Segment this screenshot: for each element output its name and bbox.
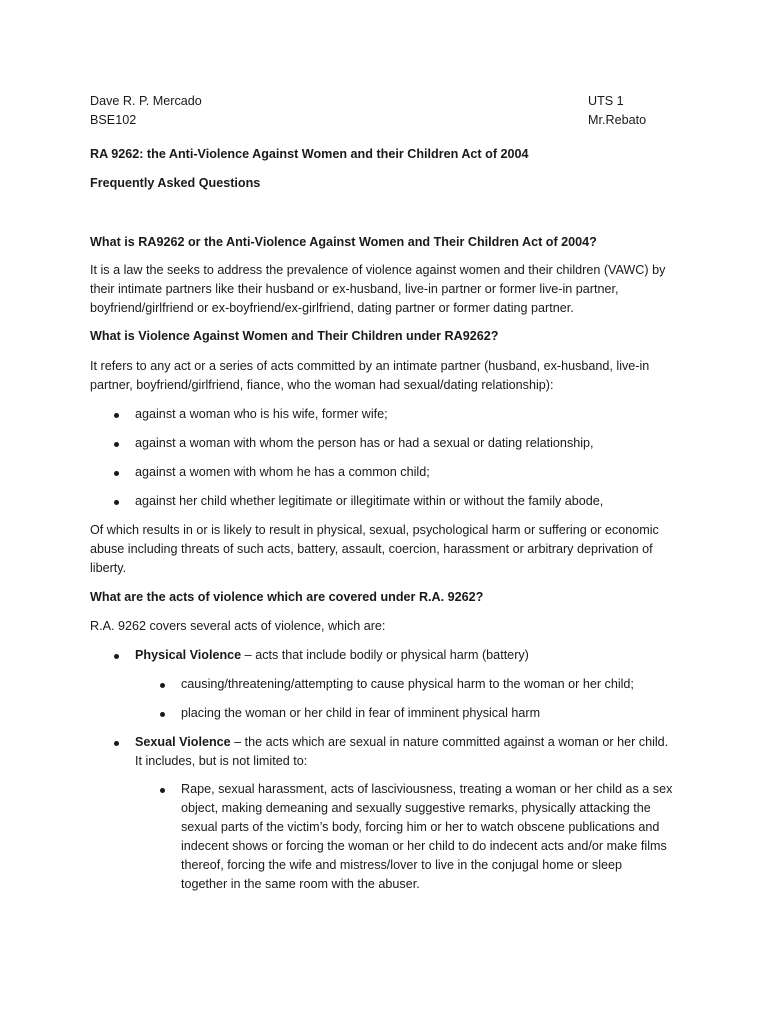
bullet-dot — [160, 683, 165, 688]
bullet-dot — [114, 741, 119, 746]
sexual-sub-line: indecent shows or forcing the woman or her child to do indecent acts and/or make films — [181, 839, 667, 853]
sexual-sub-line: thereof, forcing the wife and mistress/lover to live in the conjugal home or sleep — [181, 858, 623, 872]
instructor: Mr.Rebato — [588, 113, 647, 127]
header-right — [588, 92, 646, 130]
bullet-dot — [160, 788, 165, 793]
physical-sub-item: placing the woman or her child in fear of imminent physical harm — [181, 706, 541, 720]
list-item: against a woman with whom the person has or had a sexual or dating relationship, — [135, 436, 594, 450]
question-3: What are the acts of violence which are covered under R.A. 9262? — [90, 590, 484, 604]
question-2-intro — [90, 357, 680, 395]
sexual-sub-line: object, making demeaning and sexually suggestive remarks, physically attacking the — [181, 801, 651, 815]
intro-line: It refers to any act or a series of acts committed by an intimate partner (husband, ex-husband, live-in — [90, 359, 650, 373]
intro-line: partner, boyfriend/girlfriend, fiance, who the woman had sexual/dating relationship): — [90, 378, 554, 392]
answer-1-line: It is a law the seeks to address the prevalence of violence against women and their children (VAWC) by — [90, 263, 666, 277]
physical-sub-item: causing/threatening/attempting to cause physical harm to the woman or her child; — [181, 677, 634, 691]
list-item: against a woman who is his wife, former wife; — [135, 407, 388, 421]
closing-line: Of which results in or is likely to result in physical, sexual, psychological harm or suffering or economic — [90, 523, 659, 537]
bullet-dot — [160, 712, 165, 717]
physical-violence-item — [135, 646, 529, 665]
closing-line: liberty. — [90, 561, 127, 575]
bullet-dot — [114, 442, 119, 447]
bullet-dot — [114, 654, 119, 659]
answer-1-line: their intimate partners like their husband or ex-husband, live-in partner or former live-in partner, — [90, 282, 619, 296]
student-name: Dave R. P. Mercado — [90, 94, 202, 108]
closing-line: abuse including threats of such acts, battery, assault, coercion, harassment or arbitrary deprivation of — [90, 542, 653, 556]
bullet-dot — [114, 500, 119, 505]
sexual-sub-line: sexual parts of the victim’s body, forcing him or her to watch obscene publications and — [181, 820, 660, 834]
bullet-dot — [114, 413, 119, 418]
section: BSE102 — [90, 113, 137, 127]
sexual-violence-definition-cont: It includes, but is not limited to: — [135, 754, 308, 768]
document-subtitle: Frequently Asked Questions — [90, 176, 261, 190]
sexual-violence-item — [135, 733, 668, 771]
sexual-violence-term: Sexual Violence — [135, 735, 231, 749]
bullet-dot — [114, 471, 119, 476]
list-item: against a women with whom he has a common child; — [135, 465, 430, 479]
answer-1-line: boyfriend/girlfriend or ex-boyfriend/ex-girlfriend, dating partner or former dating partner. — [90, 301, 574, 315]
answer-1 — [90, 261, 680, 318]
sexual-sub-line: together in the same room with the abuser. — [181, 877, 420, 891]
physical-violence-term: Physical Violence — [135, 648, 242, 662]
question-2: What is Violence Against Women and Their Children under RA9262? — [90, 329, 499, 343]
question-2-closing — [90, 521, 680, 578]
list-item: against her child whether legitimate or illegitimate within or without the family abode, — [135, 494, 604, 508]
document-title: RA 9262: the Anti-Violence Against Women and their Children Act of 2004 — [90, 147, 529, 161]
sexual-sub-line: Rape, sexual harassment, acts of lasciviousness, treating a woman or her child as a sex — [181, 782, 673, 796]
question-1: What is RA9262 or the Anti-Violence Against Women and Their Children Act of 2004? — [90, 235, 597, 249]
physical-violence-definition: – acts that include bodily or physical harm (battery) — [241, 648, 529, 662]
subject: UTS 1 — [588, 94, 624, 108]
question-3-intro: R.A. 9262 covers several acts of violence, which are: — [90, 619, 386, 633]
sexual-violence-definition: – the acts which are sexual in nature committed against a woman or her child. — [230, 735, 669, 749]
sexual-sub-item — [181, 780, 672, 894]
